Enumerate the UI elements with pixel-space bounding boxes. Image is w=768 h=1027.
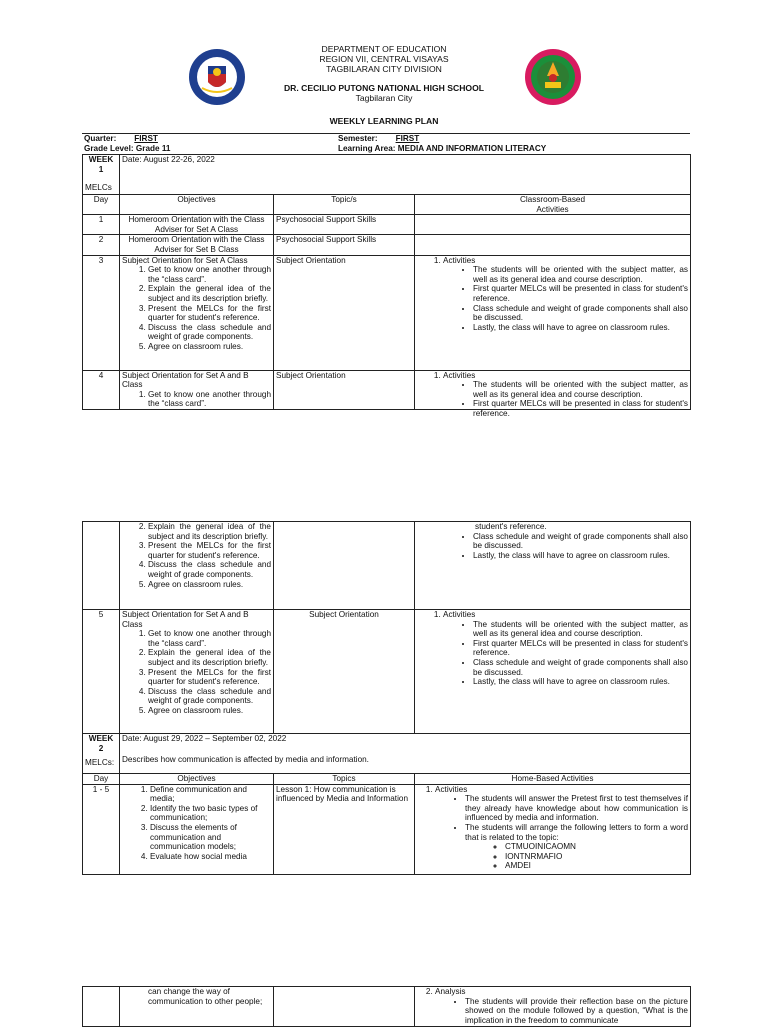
analysis-head-text: Analysis <box>435 987 466 996</box>
activity-continued: student's reference. <box>475 522 547 531</box>
week1-table <box>82 154 691 418</box>
week1-continued-table <box>82 521 691 875</box>
document-title: WEEKLY LEARNING PLAN <box>329 116 439 127</box>
activity-heading <box>443 370 688 418</box>
week-number: 1 <box>98 164 104 174</box>
topic-cell <box>274 987 415 1027</box>
list-item: 1. Define communication and media; <box>150 785 271 804</box>
list-item: • Lastly, the class will have to agree on classroom rules. <box>473 677 688 687</box>
day-cell: 3 <box>83 255 120 370</box>
topic-cell: Subject Orientation <box>274 610 415 734</box>
word-list <box>435 842 688 871</box>
list-item: 1. Get to know one another through the “class card”. <box>148 390 271 409</box>
day-cell: 1 - 5 <box>83 784 120 874</box>
objective-intro: Subject Orientation for Set A and B Class <box>122 610 249 629</box>
topic-cell: Lesson 1: How communication is influenced by Media and Information <box>274 784 415 874</box>
school-name: DR. CECILIO PUTONG NATIONAL HIGH SCHOOL <box>283 82 485 93</box>
objective-cell: Homeroom Orientation with the Class Adviser for Set A Class <box>120 215 274 235</box>
quarter-value: FIRST <box>134 134 158 143</box>
week-number: 2 <box>98 743 104 753</box>
list-item: 3. Discuss the elements of communication and communication models; <box>150 823 271 852</box>
table-row <box>83 987 691 1027</box>
activity-head-text: Activities <box>435 784 468 794</box>
day-cell <box>83 522 120 610</box>
col-objectives: Objectives <box>120 195 274 215</box>
list-item: 1. Get to know one another through the “class card”. <box>148 629 271 648</box>
table-header-row <box>83 195 691 215</box>
list-item: • Lastly, the class will have to agree on classroom rules. <box>473 323 688 333</box>
col-activities <box>415 195 691 215</box>
week2-date-cell <box>120 734 691 774</box>
week-word: WEEK <box>88 155 114 164</box>
activity-head-text: Activities <box>443 610 476 619</box>
table-row <box>83 235 691 255</box>
semester-label: Semester: <box>338 134 378 143</box>
week-label <box>83 734 120 774</box>
week2-date: Date: August 29, 2022 – September 02, 2022 <box>122 734 287 743</box>
col-day: Day <box>83 774 120 785</box>
week-word: WEEK <box>88 734 114 743</box>
list-item: 5. Agree on classroom rules. <box>148 580 271 590</box>
day-cell: 2 <box>83 235 120 255</box>
list-item: • Class schedule and weight of grade components shall also be discussed. <box>473 532 688 551</box>
col-objectives: Objectives <box>120 774 274 785</box>
area-value: MEDIA AND INFORMATION LITERACY <box>397 144 547 153</box>
topic-cell: Psychosocial Support Skills <box>274 235 415 255</box>
activity-cell <box>415 610 691 734</box>
analysis-bullets <box>435 997 688 1026</box>
list-item: • First quarter MELCs will be presented in class for student's reference. <box>473 284 688 303</box>
activity-cell <box>415 215 691 235</box>
department-line: DEPARTMENT OF EDUCATION <box>321 44 447 54</box>
objective-cell <box>120 255 274 370</box>
day-cell: 5 <box>83 610 120 734</box>
objective-cell <box>120 784 274 874</box>
week2-continued-table <box>82 986 691 1027</box>
activity-cell <box>415 987 691 1027</box>
list-item: 4. Discuss the class schedule and weight of grade components. <box>148 687 271 706</box>
list-item: 3. Present the MELCs for the first quarter for student's reference. <box>148 304 271 323</box>
page-1 <box>0 0 768 420</box>
list-item: 4. Evaluate how social media <box>150 852 271 862</box>
list-item: • The students will provide their reflection base on the picture showed on the module followed by a question, “What is the implication in the freedom to communicate <box>465 997 688 1026</box>
activity-cell <box>415 784 691 874</box>
list-item: ◦ CTMUOINICAOMN <box>505 842 688 852</box>
activity-cell <box>415 522 691 610</box>
letterhead <box>0 44 768 126</box>
list-item: ◦ IONTNRMAFIO <box>505 852 688 862</box>
col-topics: Topics <box>274 774 415 785</box>
list-item: • Class schedule and weight of grade components shall also be discussed. <box>473 304 688 323</box>
objective-continued: can change the way of communication to other people; <box>148 987 263 1006</box>
day-cell: 1 <box>83 215 120 235</box>
table-row <box>83 255 691 370</box>
objective-cell <box>120 610 274 734</box>
objective-list <box>122 390 271 409</box>
region-line: REGION VII, CENTRAL VISAYAS <box>319 54 449 65</box>
list-item: 2. Explain the general idea of the subject and its description briefly. <box>148 284 271 303</box>
table-row <box>83 370 691 409</box>
activity-cell <box>415 255 691 370</box>
list-item: ◦ AMDEI <box>505 861 688 871</box>
table-row <box>83 522 691 610</box>
day-cell <box>83 987 120 1027</box>
activity-list <box>417 370 688 418</box>
topic-cell: Subject Orientation <box>274 370 415 409</box>
topic-cell: Psychosocial Support Skills <box>274 215 415 235</box>
list-item: • The students will be oriented with the subject matter, as well as its general idea and course description. <box>473 265 688 284</box>
objective-list <box>122 785 271 862</box>
page-3 <box>0 982 768 1024</box>
page-2 <box>0 516 768 896</box>
day-cell: 4 <box>83 370 120 409</box>
list-item: 5. Agree on classroom rules. <box>148 706 271 716</box>
col-activities-line1: Classroom-Based <box>519 195 586 204</box>
activity-heading <box>443 256 688 333</box>
grade-value: Grade 11 <box>135 144 171 153</box>
list-item: 3. Present the MELCs for the first quarter for student's reference. <box>148 541 271 560</box>
col-activities: Home-Based Activities <box>415 774 691 785</box>
week1-date: Date: August 22-26, 2022 <box>120 155 691 195</box>
col-activities-line2: Activities <box>536 204 569 214</box>
objective-list <box>122 265 271 351</box>
list-item: • Class schedule and weight of grade components shall also be discussed. <box>473 658 688 677</box>
objective-cell <box>120 522 274 610</box>
list-item: 3. Present the MELCs for the first quarter for student's reference. <box>148 668 271 687</box>
activity-heading <box>443 610 688 687</box>
week-label <box>83 155 120 195</box>
objective-list <box>122 629 271 715</box>
list-item: 2. Explain the general idea of the subject and its description briefly. <box>148 522 271 541</box>
week2-header-row <box>83 734 691 774</box>
objective-cell: Homeroom Orientation with the Class Adviser for Set B Class <box>120 235 274 255</box>
activity-cell <box>415 235 691 255</box>
activity-list <box>417 256 688 333</box>
objective-cell <box>120 987 274 1027</box>
activity-bullets <box>417 532 688 561</box>
list-item: • The students will be oriented with the subject matter, as well as its general idea and course description. <box>473 620 688 639</box>
table-header-row <box>83 774 691 785</box>
school-city: Tagbilaran City <box>355 92 413 103</box>
melcs-label: MELCs: <box>85 758 115 768</box>
topic-cell: Subject Orientation <box>274 255 415 370</box>
list-item: 1. Get to know one another through the “class card”. <box>148 265 271 284</box>
activity-head-text: Activities <box>443 255 476 265</box>
area-label: Learning Area: <box>338 144 396 153</box>
week1-header-row <box>83 155 691 195</box>
grade-label: Grade Level: <box>84 144 134 153</box>
col-day: Day <box>83 195 120 215</box>
activity-heading <box>435 785 688 871</box>
activity-list <box>417 785 688 871</box>
list-item: • First quarter MELCs will be presented in class for student's reference. <box>473 399 688 408</box>
activity-bullets <box>443 265 688 332</box>
analysis-list <box>417 987 688 1025</box>
objective-cell <box>120 370 274 409</box>
quarter-info <box>82 133 690 153</box>
objective-list <box>122 522 271 589</box>
semester-value: FIRST <box>395 134 420 143</box>
analysis-heading <box>435 987 688 1025</box>
col-topics: Topic/s <box>274 195 415 215</box>
table-row <box>83 610 691 734</box>
objective-intro: Subject Orientation for Set A and B Class <box>122 370 249 390</box>
list-item: • The students will answer the Pretest first to test themselves if they already have knowledge about how communication is influenced by media and information. <box>465 794 688 823</box>
list-item: 4. Discuss the class schedule and weight of grade components. <box>148 323 271 342</box>
list-item: • Lastly, the class will have to agree on classroom rules. <box>473 551 688 561</box>
activity-bullets <box>443 620 688 687</box>
activity-bullets <box>443 380 688 418</box>
week2-melc: Describes how communication is affected by media and information. <box>122 754 369 764</box>
list-item: 5. Agree on classroom rules. <box>148 342 271 352</box>
table-row <box>83 784 691 874</box>
objective-intro: Subject Orientation for Set A Class <box>122 255 248 265</box>
activity-bullets <box>435 794 688 842</box>
activity-cell <box>415 370 691 418</box>
list-item: • The students will be oriented with the subject matter, as well as its general idea and course description. <box>473 380 688 399</box>
list-item: • First quarter MELCs will be presented in class for student's reference. <box>473 639 688 658</box>
melcs-label: MELCs <box>85 183 112 193</box>
division-line: TAGBILARAN CITY DIVISION <box>326 64 442 75</box>
list-item: • The students will arrange the following letters to form a word that is related to the topic: <box>465 823 688 842</box>
quarter-label: Quarter: <box>84 134 117 143</box>
activity-list <box>417 610 688 687</box>
activity-head-text: Activities <box>443 370 476 380</box>
list-item: 4. Discuss the class schedule and weight of grade components. <box>148 560 271 579</box>
table-row <box>83 215 691 235</box>
topic-cell <box>274 522 415 610</box>
list-item: 2. Identify the two basic types of communication; <box>150 804 271 823</box>
list-item: 2. Explain the general idea of the subject and its description briefly. <box>148 648 271 667</box>
